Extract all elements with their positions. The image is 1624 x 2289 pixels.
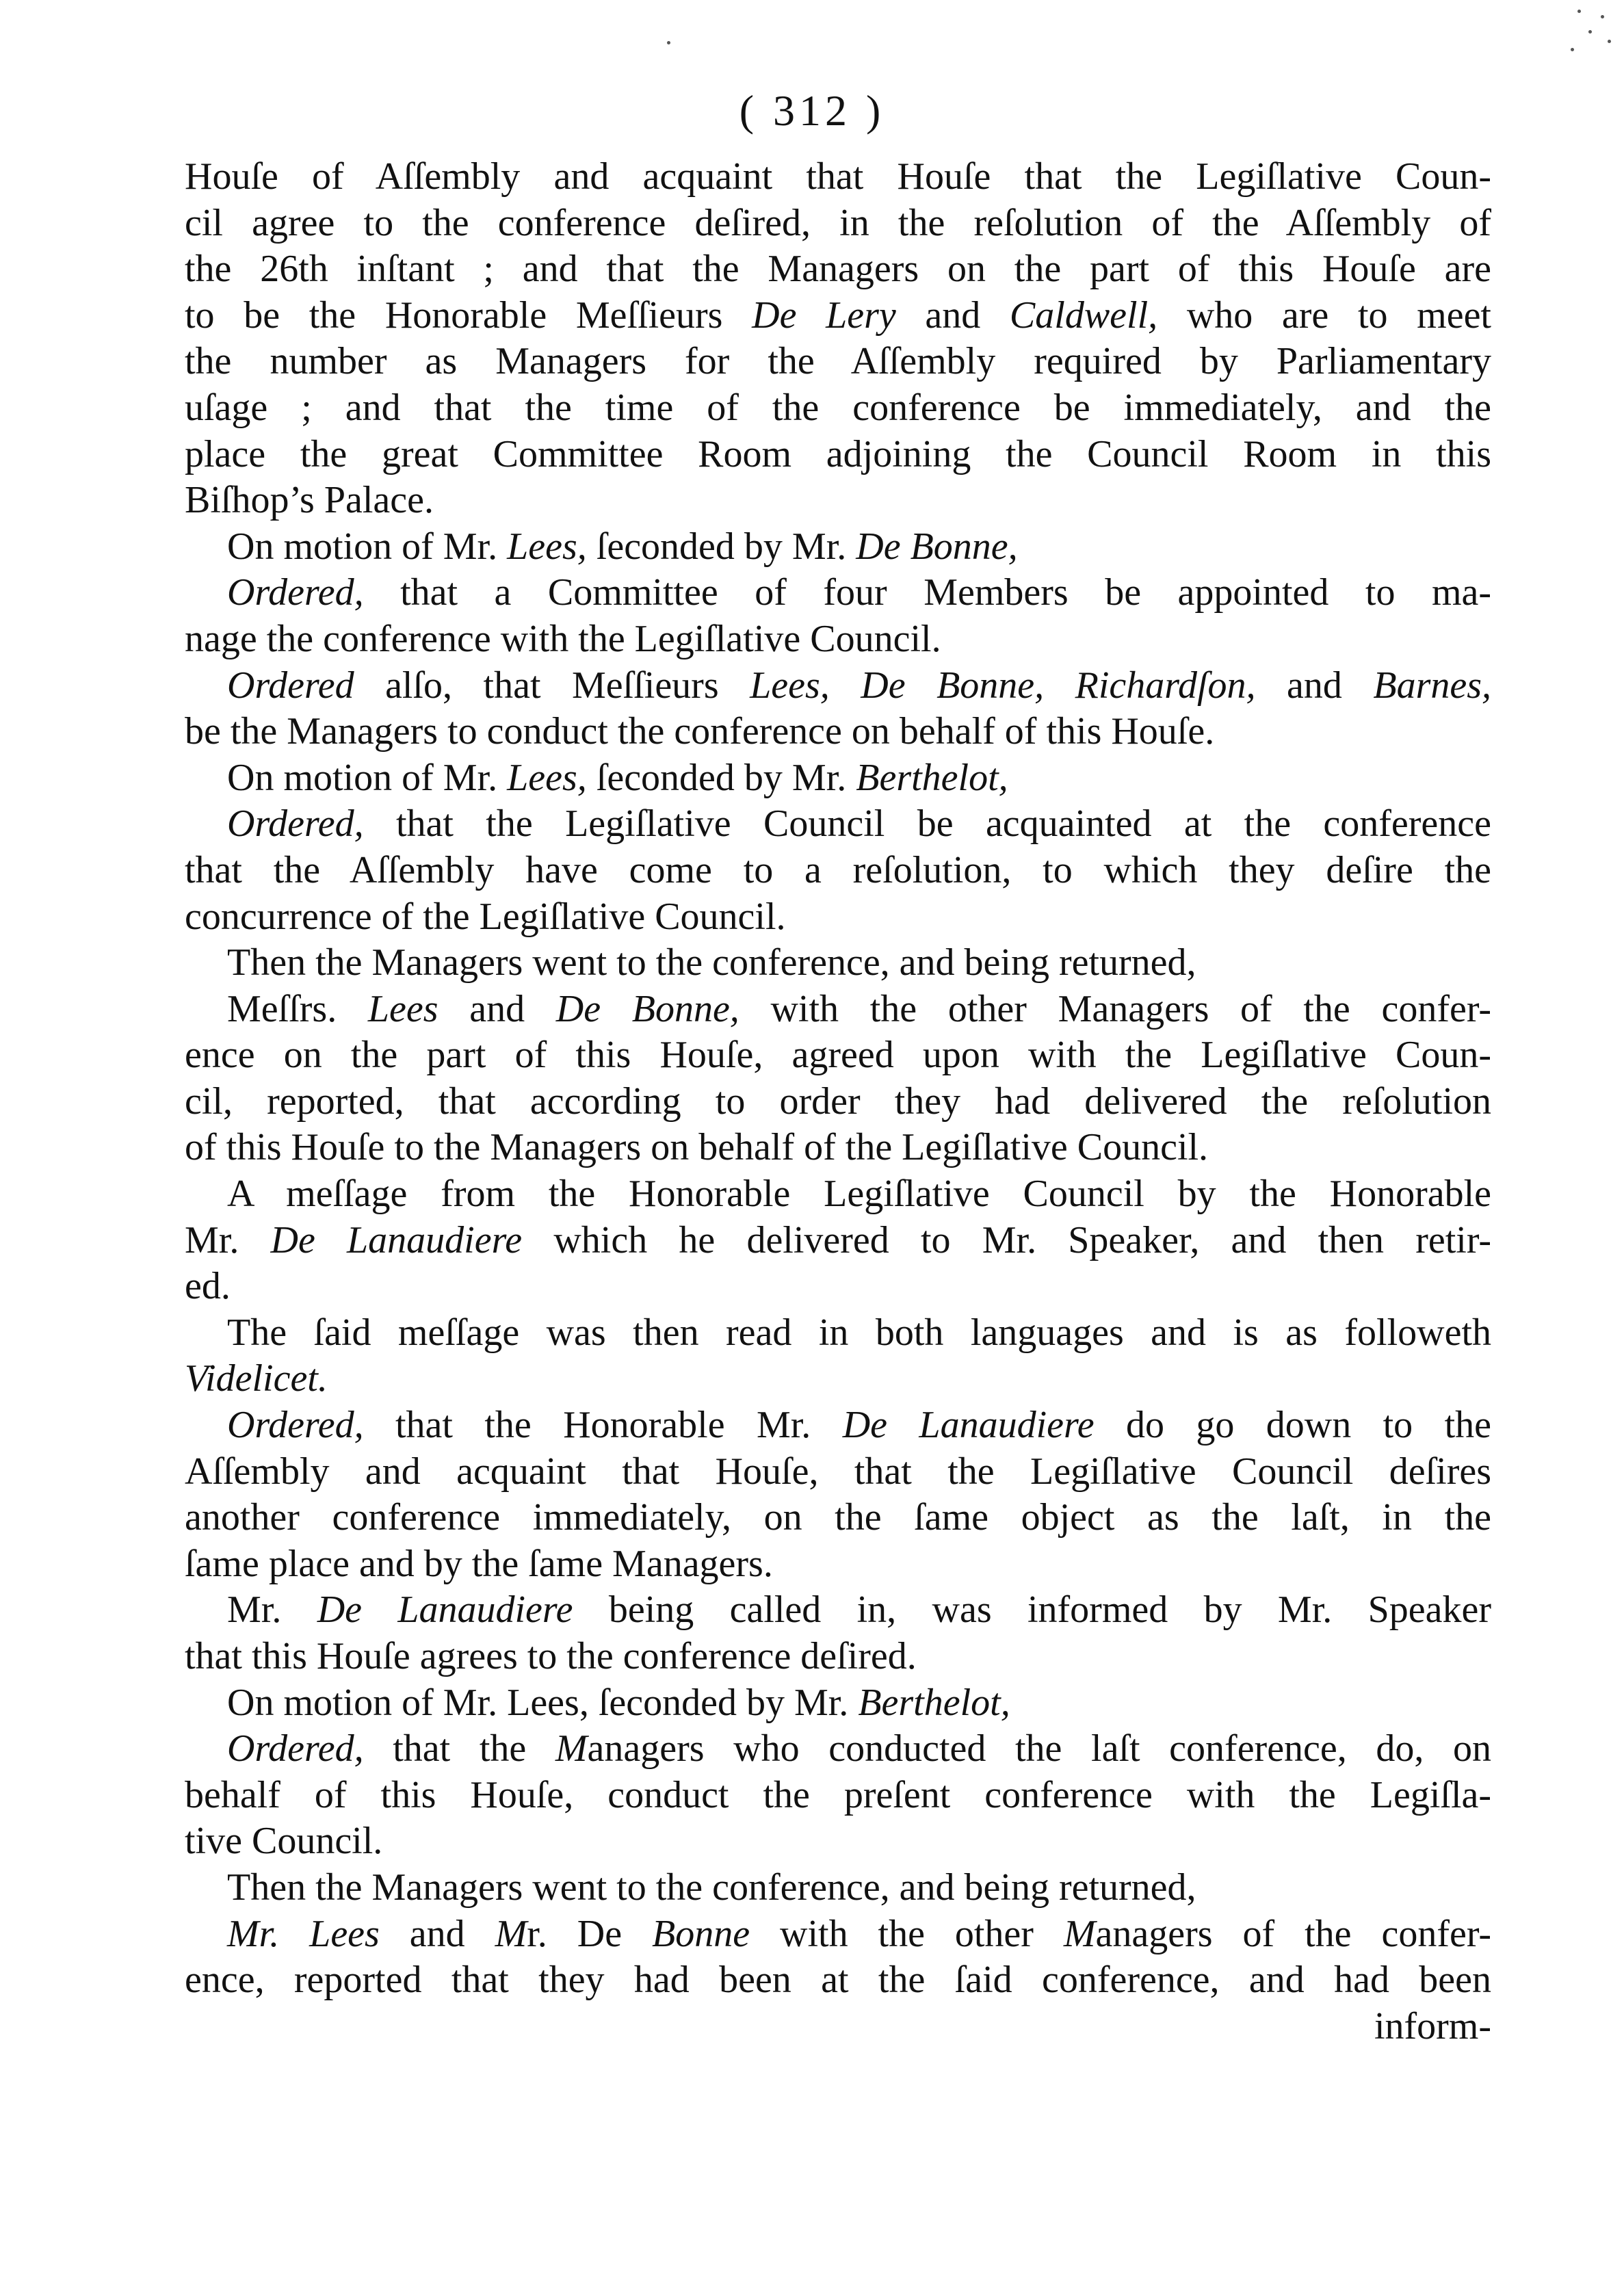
text-line bbox=[185, 1402, 1491, 1449]
text-line: the 26th inſtant ; and that the Managers on the part of this Houſe are bbox=[185, 248, 1491, 291]
text-run: that a Committee of four Members be appointed to ma- bbox=[363, 571, 1491, 614]
text-line: nage the conference with the Legiſlative Council. bbox=[185, 617, 941, 660]
text-line: The ſaid meſſage was then read in both languages and is as followeth bbox=[227, 1311, 1491, 1354]
text-run: On motion of Mr. bbox=[227, 525, 508, 568]
text-run: who are to meet bbox=[1157, 293, 1491, 337]
text-run: Mr. bbox=[227, 1588, 317, 1632]
italic-run: M bbox=[555, 1727, 588, 1770]
italic-run: De Lanaudiere bbox=[317, 1588, 573, 1632]
text-line: A meſſage from the Honorable Legiſlative Council by the Honorable bbox=[227, 1173, 1491, 1216]
italic-run: Berthelot, bbox=[856, 756, 1008, 799]
text-line: Houſe of Aſſembly and acquaint that Houſe that the Legiſlative Coun- bbox=[185, 155, 1491, 198]
page-number: ( 312 ) bbox=[739, 86, 885, 135]
italic-run: M bbox=[495, 1912, 527, 1955]
italic-run: Ordered, bbox=[227, 1404, 364, 1447]
text-run: Mr. bbox=[185, 1218, 271, 1261]
text-line: that the Aſſembly have come to a reſolution, to which they deſire the bbox=[185, 848, 1491, 891]
italic-run: Ordered bbox=[227, 664, 354, 707]
text-line: cil agree to the conference deſired, in the reſolution of the Aſſembly of bbox=[185, 201, 1491, 244]
italic-run: De Bonne, bbox=[856, 525, 1018, 568]
italic-run: Bonne bbox=[652, 1912, 750, 1955]
text-run: do go down to the bbox=[1094, 1404, 1491, 1447]
italic-run: Lees bbox=[367, 987, 438, 1030]
text-line: tive Council. bbox=[185, 1820, 383, 1863]
italic-run: Berthelot, bbox=[858, 1681, 1010, 1724]
text-line bbox=[185, 801, 1491, 848]
text-line: ence on the part of this Houſe, agreed upon with the Legiſlative Coun- bbox=[185, 1034, 1491, 1077]
italic-run: Lees, bbox=[507, 756, 587, 799]
text-line bbox=[185, 663, 1491, 709]
catchword: inform- bbox=[1374, 2004, 1491, 2048]
text-line bbox=[185, 524, 1491, 571]
text-run: ſeconded by Mr. bbox=[586, 756, 856, 799]
text-line: place the great Committee Room adjoining the Council Room in this bbox=[185, 432, 1491, 475]
italic-run: Videlicet. bbox=[185, 1357, 328, 1400]
italic-run: Ordered, bbox=[227, 802, 364, 846]
text-run: that the Honorable Mr. bbox=[363, 1404, 843, 1447]
text-run: that the bbox=[363, 1727, 555, 1770]
text-line bbox=[185, 1680, 1491, 1727]
italic-run: Barnes, bbox=[1373, 664, 1492, 707]
text-run: with the other Managers of the confer- bbox=[739, 987, 1491, 1030]
italic-run: De Lery bbox=[752, 293, 896, 337]
text-line bbox=[185, 570, 1491, 616]
text-line: another conference immediately, on the ſame object as the laſt, in the bbox=[185, 1496, 1491, 1539]
text-run: Meſſrs. bbox=[227, 987, 368, 1030]
italic-run: De Bonne, bbox=[555, 987, 739, 1030]
text-line: uſage ; and that the time of the conference be immediately, and the bbox=[185, 386, 1491, 429]
text-run: On motion of Mr. bbox=[227, 756, 508, 799]
text-run: with the other bbox=[750, 1912, 1064, 1955]
text-run: being called in, was informed by Mr. Speaker bbox=[573, 1588, 1491, 1632]
italic-run: Richardſon, bbox=[1075, 664, 1256, 707]
text-line: the number as Managers for the Aſſembly required by Parliamentary bbox=[185, 340, 1491, 383]
text-line: Then the Managers went to the conference, and being returned, bbox=[227, 1866, 1196, 1909]
text-line bbox=[185, 755, 1491, 802]
italic-run: De Lanaudiere bbox=[270, 1218, 523, 1261]
italic-run: Caldwell, bbox=[1009, 293, 1158, 337]
text-line: Aſſembly and acquaint that Houſe, that the Legiſlative Council deſires bbox=[185, 1450, 1491, 1493]
text-line: Biſhop’s Palace. bbox=[185, 479, 434, 522]
text-run: and bbox=[895, 293, 1010, 337]
italic-run: Mr. Lees bbox=[227, 1912, 380, 1955]
italic-run: Ordered, bbox=[227, 571, 364, 614]
text-run: anagers who conducted the laſt conference, do, on bbox=[587, 1727, 1492, 1770]
text-line: concurrence of the Legiſlative Council. bbox=[185, 895, 786, 938]
italic-run: De Lanaudiere bbox=[842, 1404, 1095, 1447]
text-line bbox=[185, 1911, 1491, 1958]
text-line: behalf of this Houſe, conduct the preſent conference with the Legiſla- bbox=[185, 1773, 1491, 1816]
text-run: alſo, that Meſſieurs bbox=[354, 664, 750, 707]
italic-run: M bbox=[1063, 1912, 1096, 1955]
text-run: which he delivered to Mr. Speaker, and then retir- bbox=[522, 1218, 1491, 1261]
text-run: that the Legiſlative Council be acquainted at the conference bbox=[363, 802, 1491, 846]
text-run: and bbox=[438, 987, 556, 1030]
italic-run: Ordered, bbox=[227, 1727, 364, 1770]
text-run: r. De bbox=[527, 1912, 652, 1955]
text-line: Then the Managers went to the conference, and being returned, bbox=[227, 941, 1196, 984]
text-run bbox=[1044, 664, 1075, 707]
body-text bbox=[185, 154, 1491, 2050]
text-line: of this Houſe to the Managers on behalf of the Legiſlative Council. bbox=[185, 1126, 1209, 1169]
text-run: to be the Honorable Meſſieurs bbox=[185, 293, 752, 337]
italic-run: Lees, bbox=[750, 664, 830, 707]
text-run: On motion of Mr. Lees, ſeconded by Mr. bbox=[227, 1681, 859, 1724]
text-run bbox=[830, 664, 861, 707]
text-line bbox=[185, 1726, 1491, 1773]
text-line bbox=[185, 1587, 1491, 1634]
text-run: and bbox=[1255, 664, 1374, 707]
text-run: and bbox=[379, 1912, 495, 1955]
text-line bbox=[185, 1356, 1491, 1402]
text-line bbox=[185, 1218, 1491, 1264]
text-run: ſeconded by Mr. bbox=[586, 525, 856, 568]
text-run: anagers of the confer- bbox=[1095, 1912, 1491, 1955]
text-line: be the Managers to conduct the conference on behalf of this Houſe. bbox=[185, 710, 1215, 753]
text-line: ence, reported that they had been at the ſaid conference, and had been bbox=[185, 1959, 1491, 2002]
italic-run: De Bonne, bbox=[861, 664, 1045, 707]
text-line: ed. bbox=[185, 1265, 231, 1308]
text-line: ſame place and by the ſame Managers. bbox=[185, 1542, 773, 1585]
text-line: that this Houſe agrees to the conference deſired. bbox=[185, 1635, 917, 1677]
text-line: cil, reported, that according to order they had delivered the reſolution bbox=[185, 1080, 1491, 1123]
italic-run: Lees, bbox=[507, 525, 587, 568]
text-line bbox=[185, 293, 1491, 339]
text-line bbox=[185, 986, 1491, 1033]
